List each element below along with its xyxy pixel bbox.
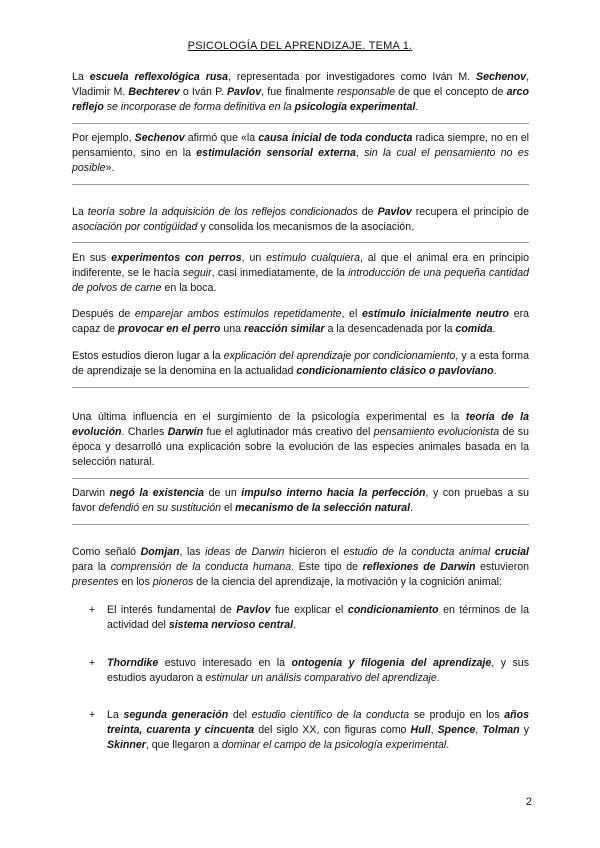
emphasis-term: teoría de la evolución <box>72 411 530 438</box>
emphasis-term: provocar en el perro <box>117 323 221 335</box>
text-run: . Este tipo de <box>291 561 363 573</box>
separator-line <box>72 242 529 243</box>
italic-text: pioneros <box>152 576 194 588</box>
text-run: de la ciencia del aprendizaje, la motivación y la cognición animal: <box>193 576 502 588</box>
text-run: Por ejemplo, <box>72 132 135 144</box>
text-run: hicieron el <box>284 546 344 558</box>
text-run: de un <box>204 487 242 499</box>
text-run: , representada por investigadores como Iván M. <box>228 71 477 83</box>
text-run: . <box>293 619 297 631</box>
paragraph <box>72 545 529 590</box>
emphasis-term: ontogenia y filogenia del aprendizaje <box>291 657 492 669</box>
paragraph <box>72 131 529 176</box>
text-run: del <box>228 709 252 721</box>
emphasis-term: estímulo inicialmente neutro <box>361 308 510 320</box>
emphasis-term: comida <box>455 323 493 335</box>
italic-text: dominar el campo de la psicología experimental <box>221 739 447 751</box>
paragraph <box>72 307 529 337</box>
text-run: La <box>72 71 90 83</box>
text-run: . <box>415 101 419 113</box>
text-run: de que el concepto de <box>394 86 507 98</box>
text-run: el <box>221 502 236 514</box>
emphasis-term: Spence <box>437 724 476 736</box>
text-run: , casi inmediatamente, de la <box>211 267 349 279</box>
emphasis-term: Thorndike <box>107 657 159 669</box>
text-run: , las <box>179 546 206 558</box>
text-run: se produjo en los <box>409 709 505 721</box>
text-run: de <box>357 206 378 218</box>
emphasis-term: Domjan <box>140 546 180 558</box>
paragraph <box>72 205 529 235</box>
italic-text: estudio de la conducta animal <box>343 546 491 558</box>
text-run: , al que el animal era en principio indiferente, se le hacía <box>72 252 529 279</box>
bullet-marker: + <box>89 657 96 669</box>
bullet-marker: + <box>89 604 96 616</box>
text-run: estuvieron <box>475 561 530 573</box>
paragraph <box>72 70 529 115</box>
emphasis-term: Tolman <box>482 724 520 736</box>
emphasis-term: Sechenov <box>476 71 527 83</box>
emphasis-term: condicionamiento clásico o pavloviano <box>296 365 494 377</box>
emphasis-term: reflexiones de Darwin <box>362 561 476 573</box>
emphasis-term: causa inicial de toda conducta <box>258 132 413 144</box>
italic-text: presentes <box>72 576 119 588</box>
text-run: fue el aglutinador más creativo del <box>203 426 374 438</box>
text-run: era capaz de <box>72 308 529 335</box>
emphasis-term: arco reflejo <box>72 86 529 113</box>
text-run: una <box>220 323 244 335</box>
emphasis-term: sistema nervioso central <box>168 619 294 631</box>
list-item-text <box>107 657 529 684</box>
text-run: , que llegaron a <box>145 739 222 751</box>
emphasis-term: Darwin <box>167 426 204 438</box>
emphasis-term: Pavlov <box>226 86 262 98</box>
bullet-list <box>72 603 529 753</box>
emphasis-term: Skinner <box>107 739 146 751</box>
emphasis-term: Sechenov <box>134 132 185 144</box>
bullet-marker: + <box>89 709 96 721</box>
separator-line <box>72 524 529 525</box>
emphasis-term: segunda generación <box>123 709 229 721</box>
emphasis-term: Bechterev <box>128 86 180 98</box>
list-item <box>72 656 529 686</box>
text-run: , y sus estudios ayudaron a <box>107 657 529 684</box>
text-run: , <box>355 147 365 159</box>
text-run: recupera el principio de <box>411 206 530 218</box>
text-run: En sus <box>72 252 112 264</box>
text-run: en términos de la actividad del <box>107 604 529 631</box>
text-run: en los <box>118 576 153 588</box>
text-run: Como señaló <box>72 546 141 558</box>
text-run: Después de <box>72 308 135 320</box>
text-run: . Charles <box>121 426 168 438</box>
text-run: , y a esta forma de aprendizaje se la denomina en la actualidad <box>72 350 529 377</box>
italic-text: defendió en su sustitución <box>98 502 222 514</box>
emphasis-term: Pavlov <box>377 206 412 218</box>
separator-line <box>72 184 529 185</box>
italic-text: introducción de una pequeña cantidad de polvos de carne <box>72 267 529 294</box>
text-run: y <box>519 724 530 736</box>
italic-text: teoría sobre la adquisición de los reflejos condicionados <box>87 206 358 218</box>
text-run: Darwin <box>72 487 110 499</box>
text-run: , Vladimir M. <box>72 71 530 98</box>
document-body <box>72 70 529 753</box>
emphasis-term: mecanismo de la selección natural <box>235 502 411 514</box>
list-item <box>72 603 529 633</box>
emphasis-term: impulso interno hacia la perfección <box>241 487 426 499</box>
italic-text: estímulo cualquiera <box>266 252 360 264</box>
text-run: o Iván P. <box>179 86 227 98</box>
emphasis-term: negó la existencia <box>109 487 205 499</box>
text-run: de su época y desarrolló una explicación sobre la evolución de las especies animales basada en la selección natural. <box>72 426 529 468</box>
text-run: para la <box>72 561 111 573</box>
emphasis-term: Pavlov <box>236 604 271 616</box>
italic-text: pensamiento evolucionista <box>373 426 500 438</box>
text-run: . <box>493 365 497 377</box>
separator-line <box>72 478 529 479</box>
text-run: , <box>430 724 438 736</box>
italic-text: estudio científico de la conducta <box>251 709 410 721</box>
list-item-text <box>107 709 529 751</box>
text-run: . <box>436 672 440 684</box>
text-run: a la desencadenada por la <box>324 323 456 335</box>
text-run: afirmó que «la <box>184 132 259 144</box>
text-run: y consolida los mecanismos de la asociación. <box>197 221 415 233</box>
text-run: , <box>475 724 483 736</box>
emphasis-term: Hull <box>410 724 431 736</box>
text-run: Una última influencia en el surgimiento de la psicología experimental es la <box>72 411 466 423</box>
italic-text: explicación del aprendizaje por condicionamiento <box>223 350 456 362</box>
emphasis-term: crucial <box>494 546 529 558</box>
text-run: , fue finalmente <box>261 86 338 98</box>
text-run: La <box>72 206 88 218</box>
emphasis-term: condicionamiento <box>347 604 439 616</box>
text-run: La <box>107 709 124 721</box>
text-run: fue explicar el <box>270 604 348 616</box>
text-run: en la boca. <box>161 282 217 294</box>
list-item <box>72 708 529 753</box>
list-item-text <box>107 604 529 631</box>
page-header: PSICOLOGÍA DEL APRENDIZAJE. TEMA 1. <box>187 40 413 52</box>
text-run: Estos estudios dieron lugar a la <box>72 350 224 362</box>
italic-text: estimular un análisis comparativo del aprendizaje <box>205 672 437 684</box>
text-run: estuvo interesado en la <box>158 657 292 669</box>
paragraph <box>72 486 529 516</box>
italic-text: emparejar ambos estímulos repetidamente <box>134 308 342 320</box>
emphasis-term: psicología experimental <box>294 101 416 113</box>
paragraph <box>72 251 529 296</box>
separator-line <box>72 387 529 388</box>
emphasis-term: experimentos con perros <box>111 252 242 264</box>
text-run: . <box>446 739 450 751</box>
text-run: radica siempre, no en el pensamiento, sino en la <box>72 132 529 159</box>
text-run: El interés fundamental de <box>107 604 237 616</box>
paragraph <box>72 349 529 379</box>
italic-text: seguir <box>182 267 212 279</box>
italic-text: sin la cual el pensamiento no es posible <box>72 147 530 174</box>
italic-text: comprensión de la conducta humana <box>110 561 292 573</box>
emphasis-term: años treinta, cuarenta y cincuenta <box>107 709 530 736</box>
page-number: 2 <box>525 796 532 808</box>
separator-line <box>72 123 529 124</box>
italic-text: se incorporase de forma definitiva en la <box>103 101 295 113</box>
italic-text: asociación por contigüidad <box>72 221 198 233</box>
italic-text: responsable <box>337 86 395 98</box>
paragraph <box>72 410 529 470</box>
italic-text: ideas de Darwin <box>205 546 285 558</box>
text-run: , el <box>341 308 362 320</box>
text-run: , un <box>241 252 267 264</box>
emphasis-term: estimulación sensorial externa <box>196 147 356 159</box>
text-run: . <box>410 502 413 514</box>
emphasis-term: reacción similar <box>243 323 325 335</box>
text-run: ». <box>105 162 115 174</box>
text-run: . <box>492 323 496 335</box>
text-run: del siglo XX, con figuras como <box>254 724 411 736</box>
emphasis-term: escuela reflexológica rusa <box>89 71 229 83</box>
text-run: , y con pruebas a su favor <box>72 487 529 514</box>
